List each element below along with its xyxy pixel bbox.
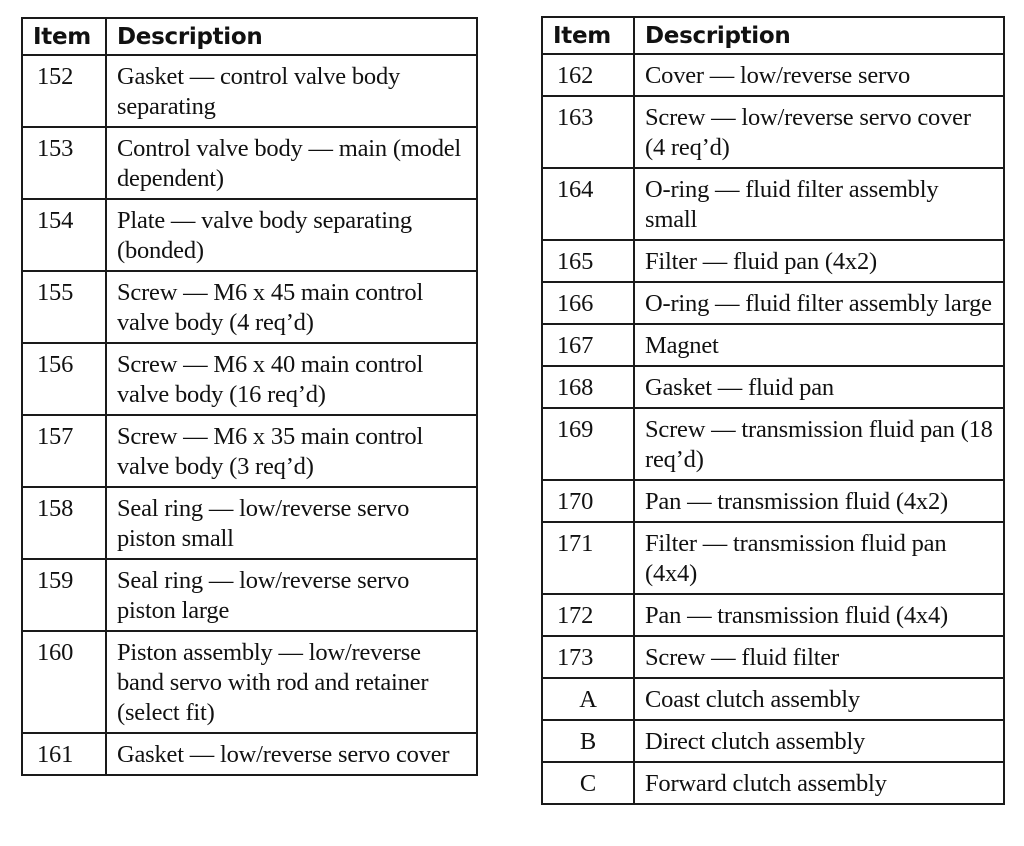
table-row	[542, 324, 1004, 366]
item-description: Filter — transmission fluid pan (4x4)	[634, 522, 1004, 594]
item-description: Gasket — control valve body separating	[106, 55, 477, 127]
table-row	[22, 271, 477, 343]
item-description: Plate — valve body separating (bonded)	[106, 199, 477, 271]
table-row	[542, 282, 1004, 324]
item-number: 156	[22, 343, 106, 415]
item-description: Screw — M6 x 40 main control valve body (16 req’d)	[106, 343, 477, 415]
item-number: 172	[542, 594, 634, 636]
item-number: 165	[542, 240, 634, 282]
table-row	[22, 199, 477, 271]
item-number: 167	[542, 324, 634, 366]
item-number: C	[542, 762, 634, 804]
item-description: Seal ring — low/reverse servo piston small	[106, 487, 477, 559]
table-row	[542, 720, 1004, 762]
item-number: 154	[22, 199, 106, 271]
item-description: Pan — transmission fluid (4x2)	[634, 480, 1004, 522]
item-number: 157	[22, 415, 106, 487]
table-row	[542, 54, 1004, 96]
table-row	[542, 480, 1004, 522]
header-row	[542, 17, 1004, 54]
item-number: 153	[22, 127, 106, 199]
item-description: Gasket — fluid pan	[634, 366, 1004, 408]
table-row	[22, 733, 477, 775]
item-description: Piston assembly — low/reverse band servo with rod and retainer (select fit)	[106, 631, 477, 733]
item-description: Gasket — low/reverse servo cover	[106, 733, 477, 775]
table-row	[22, 127, 477, 199]
item-number: 164	[542, 168, 634, 240]
item-number: 163	[542, 96, 634, 168]
item-description: Screw — fluid filter	[634, 636, 1004, 678]
table-row	[542, 168, 1004, 240]
table-row	[22, 343, 477, 415]
table-row	[22, 487, 477, 559]
description-column-header: Description	[634, 17, 1004, 54]
item-number: 171	[542, 522, 634, 594]
item-description: Cover — low/reverse servo	[634, 54, 1004, 96]
item-description: Screw — M6 x 35 main control valve body (3 req’d)	[106, 415, 477, 487]
table-row	[542, 636, 1004, 678]
item-number: 169	[542, 408, 634, 480]
item-number: 161	[22, 733, 106, 775]
item-number: 152	[22, 55, 106, 127]
item-description: Direct clutch assembly	[634, 720, 1004, 762]
table-body	[22, 55, 477, 775]
item-description: Pan — transmission fluid (4x4)	[634, 594, 1004, 636]
parts-table-right	[541, 16, 1005, 805]
item-description: Seal ring — low/reverse servo piston large	[106, 559, 477, 631]
item-number: 159	[22, 559, 106, 631]
table-row	[22, 415, 477, 487]
table-body	[542, 54, 1004, 804]
item-number: 166	[542, 282, 634, 324]
description-column-header: Description	[106, 18, 477, 55]
table-row	[22, 559, 477, 631]
item-description: Control valve body — main (model dependent)	[106, 127, 477, 199]
item-number: A	[542, 678, 634, 720]
item-number: 162	[542, 54, 634, 96]
table-row	[542, 96, 1004, 168]
item-description: O-ring — fluid filter assembly small	[634, 168, 1004, 240]
item-description: Screw — low/reverse servo cover (4 req’d)	[634, 96, 1004, 168]
table-row	[542, 762, 1004, 804]
item-number: B	[542, 720, 634, 762]
parts-table-left	[21, 17, 478, 776]
item-description: Filter — fluid pan (4x2)	[634, 240, 1004, 282]
table-row	[542, 366, 1004, 408]
header-row	[22, 18, 477, 55]
item-description: Screw — M6 x 45 main control valve body (4 req’d)	[106, 271, 477, 343]
table-row	[22, 631, 477, 733]
item-number: 168	[542, 366, 634, 408]
table-row	[542, 678, 1004, 720]
item-description: O-ring — fluid filter assembly large	[634, 282, 1004, 324]
item-column-header: Item	[22, 18, 106, 55]
table-row	[542, 594, 1004, 636]
item-column-header: Item	[542, 17, 634, 54]
item-number: 158	[22, 487, 106, 559]
table-row	[22, 55, 477, 127]
item-number: 160	[22, 631, 106, 733]
item-number: 155	[22, 271, 106, 343]
table-row	[542, 408, 1004, 480]
item-description: Coast clutch assembly	[634, 678, 1004, 720]
item-number: 173	[542, 636, 634, 678]
table-row	[542, 240, 1004, 282]
table-row	[542, 522, 1004, 594]
item-description: Screw — transmission fluid pan (18 req’d)	[634, 408, 1004, 480]
item-description: Magnet	[634, 324, 1004, 366]
item-description: Forward clutch assembly	[634, 762, 1004, 804]
item-number: 170	[542, 480, 634, 522]
